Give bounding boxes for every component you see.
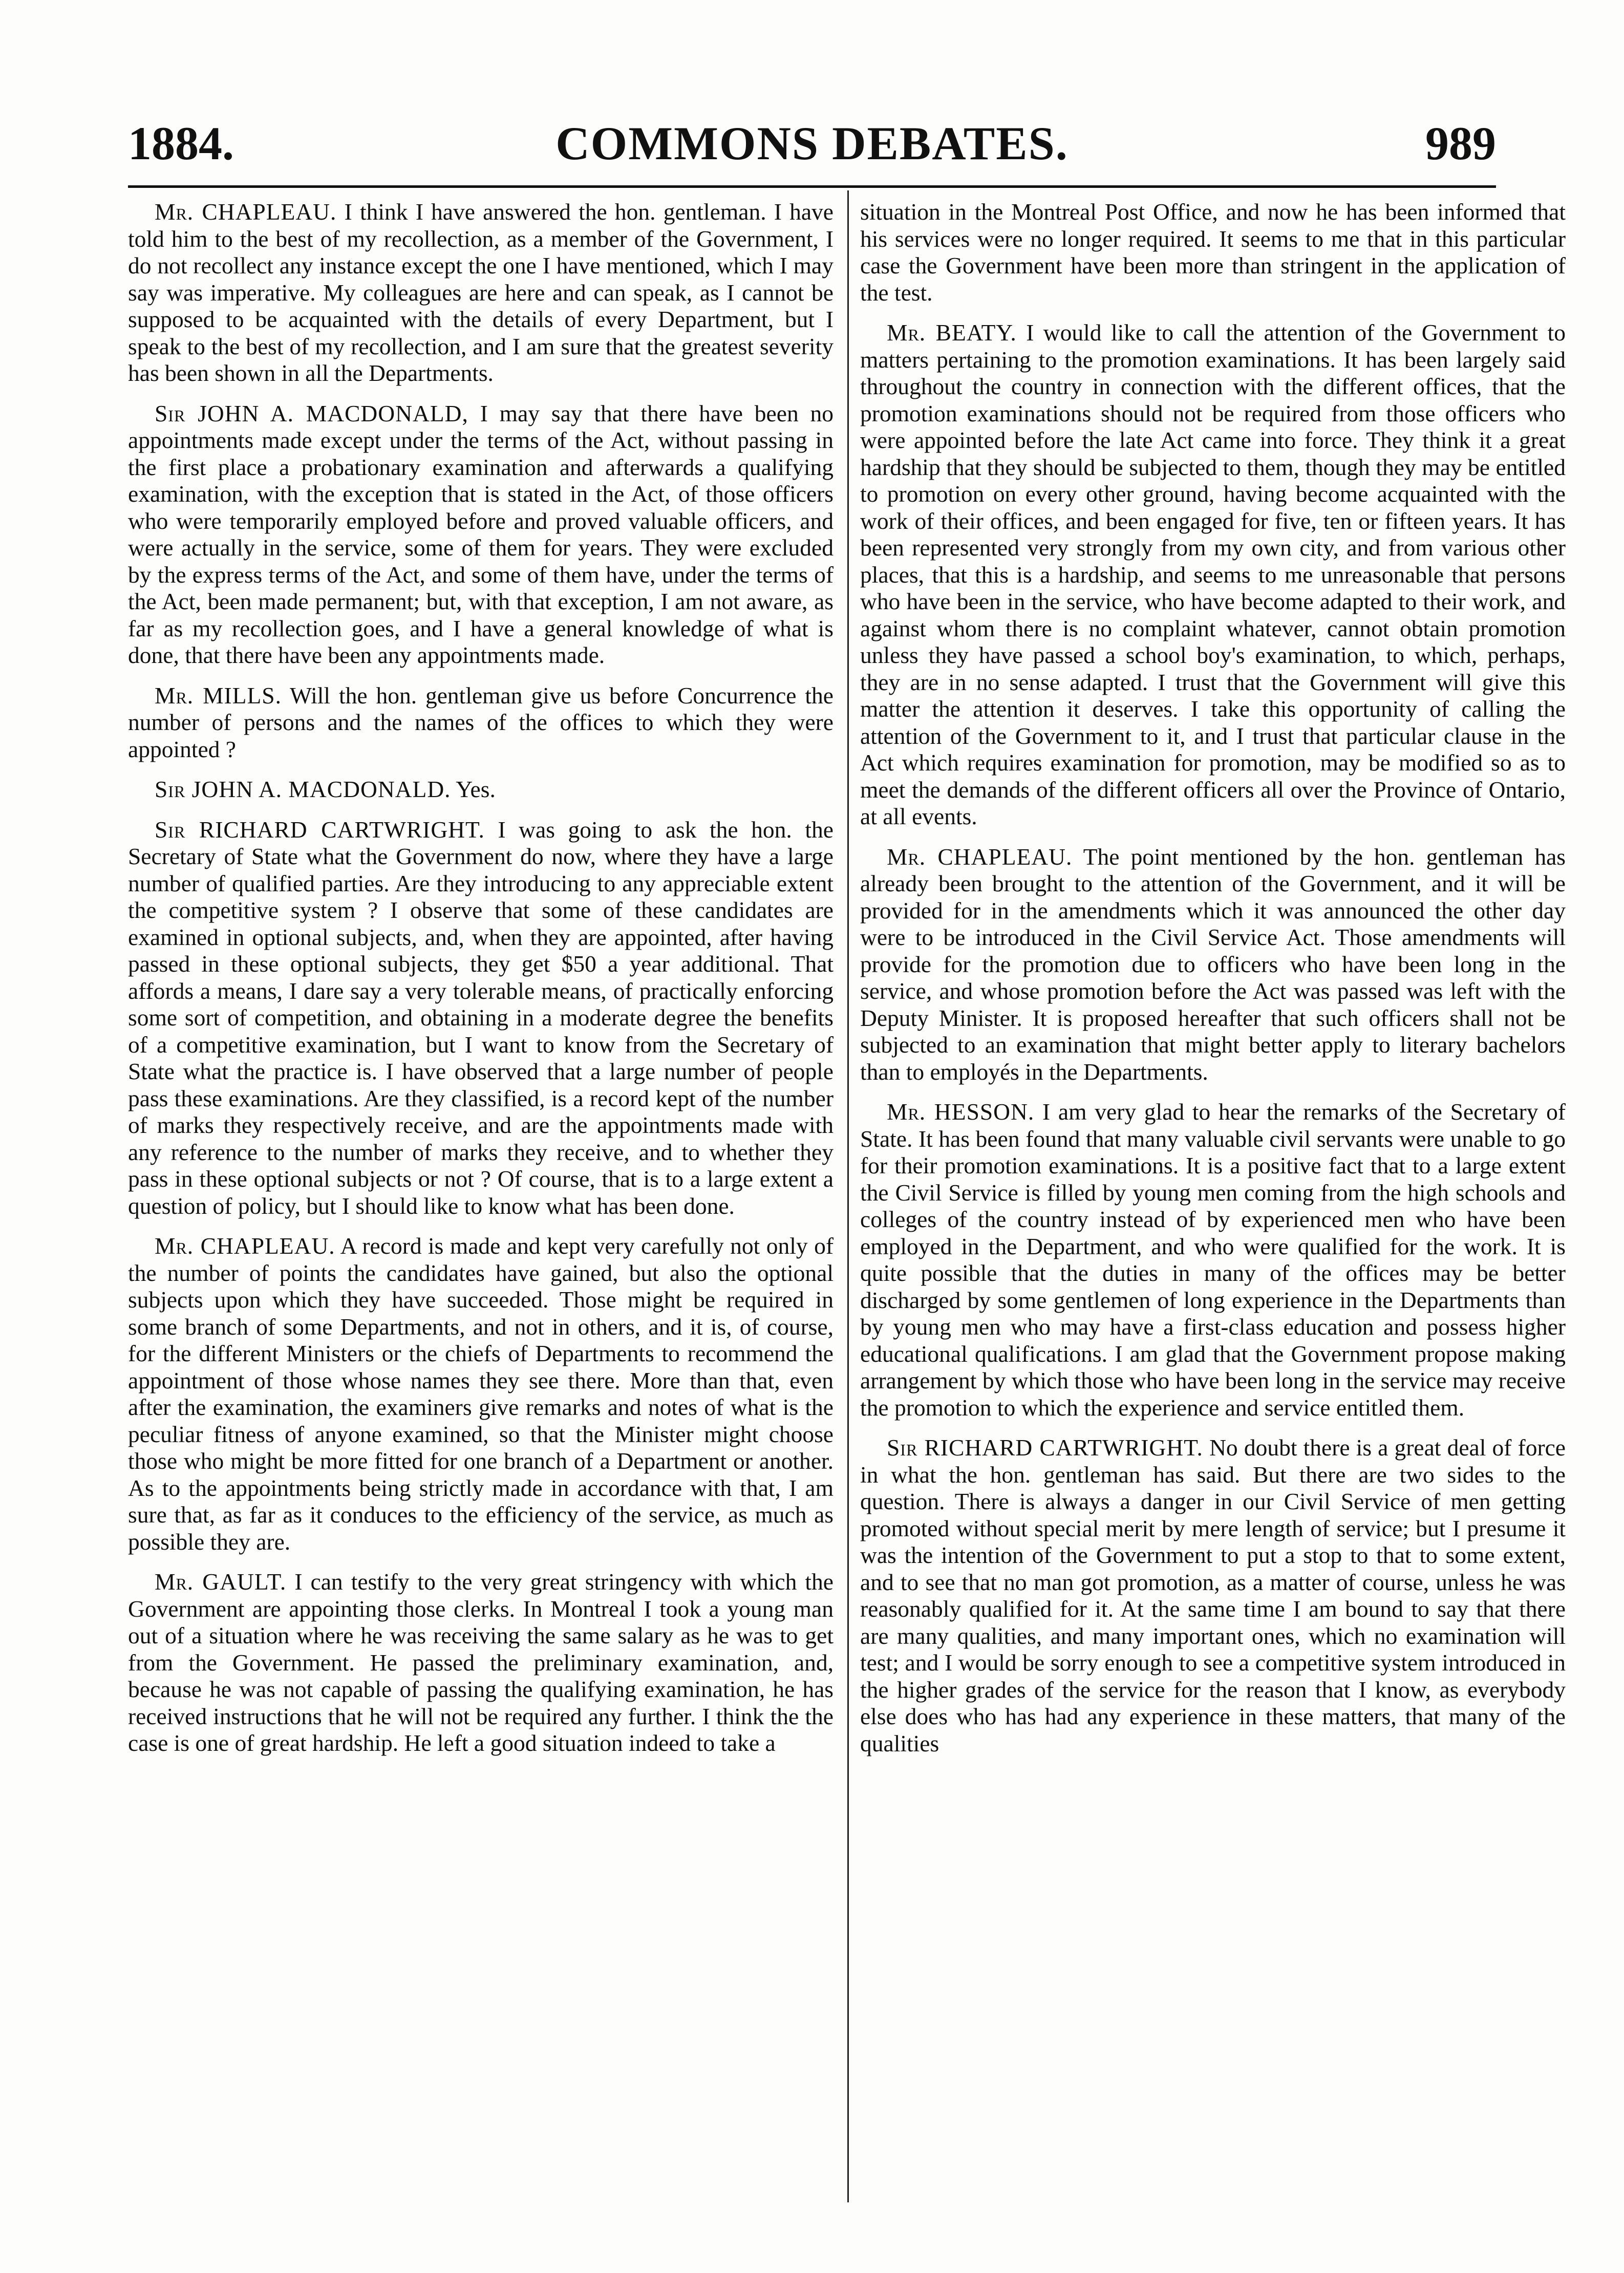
speaker-name: Mr. CHAPLEAU. [155,199,337,225]
speech-text: No doubt there is a great deal of force in what the hon. gentleman has said. But there are two sides to the question. There is always a danger in our Civil Service of men getting promoted without special merit by mere length of service; but I presume it was the intention of the Government to put a stop to that to some extent, and to see that no man got promotion, as a matter of course, unless he was reasonably qualified for it. At the same time I am bound to say that there are many qualities, and many important ones, which no examination will test; and I would be sorry enough to see a competitive system introduced in the higher grades of the service for the reason that I know, as everybody else does who has had any experience in these matters, that many of the qualities [860,1434,1566,1756]
speech-paragraph [860,1434,1566,1757]
speech-paragraph [860,844,1566,1086]
page-header [128,113,1496,174]
speech-text: I can testify to the very great stringency with which the Government are appointing those clerks. In Montreal I took a young man out of a situation where he was receiving the same salary as he was to get from the Government. He passed the preliminary examination, and, because he was not capable of passing the qualifying examination, he has received instructions that he will not be required any further. I think the the case is one of great hardship. He left a good situation indeed to take a [128,1569,834,1756]
header-rule [128,185,1496,188]
speech-text: Yes. [456,776,496,802]
header-year: 1884. [128,117,234,169]
speaker-name: Mr. MILLS. [155,682,282,709]
right-column [860,199,1566,2195]
speaker-name: Sir JOHN A. MACDONALD. [155,776,451,802]
speaker-name: Mr. HESSON. [887,1099,1035,1125]
left-column [128,199,834,2195]
speech-paragraph [860,1099,1566,1421]
speech-paragraph [128,776,834,803]
speaker-name: Mr. BEATY. [887,319,1017,346]
speech-paragraph [860,319,1566,830]
header-page-number: 989 [1425,117,1496,169]
speaker-name: Sir JOHN A. MACDONALD, [155,400,468,426]
speech-paragraph-continued [860,199,1566,306]
speech-paragraph [128,817,834,1220]
speech-paragraph [128,400,834,669]
speech-text: I may say that there have been no appointments made except under the terms of the Act, without passing in the first place a probationary examination and afterwards a qualifying examination, with the exception that is stated in the Act, of those officers who were temporarily employed before and proved valuable officers, and were actually in the service, some of them for years. They were excluded by the express terms of the Act, and some of them have, under the terms of the Act, been made permanent; but, with that exception, I am not aware, as far as my recollection goes, and I have a general knowledge of what is done, that there have been any appointments made. [128,400,834,668]
speech-text: I think I have answered the hon. gentleman. I have told him to the best of my recollection, as a member of the Government, I do not recollect any instance except the one I have mentioned, which I may say was imperative. My colleagues are here and can speak, as I cannot be supposed to be acquainted with the details of every Department, but I speak to the best of my recollection, and I am sure that the greatest severity has been shown in all the Departments. [128,199,834,386]
speech-paragraph [128,199,834,387]
header-title: COMMONS DEBATES. [555,117,1069,169]
speech-text: situation in the Montreal Post Office, and now he has been informed that his services were no longer required. It seems to me that in this particular case the Government have been more than stringent in the application of the test. [860,199,1566,306]
speech-text: I was going to ask the hon. the Secretary of State what the Government do now, where they have a large number of qualified parties. Are they introducing to any appreciable extent the competitive system ? I observe that some of these candidates are examined in optional subjects, and, when they are appointed, after having passed in these optional subjects, they get $50 a year additional. That affords a means, I dare say a very tolerable means, of practically enforcing some sort of competition, and obtaining in a moderate degree the benefits of a competitive examination, but I want to know from the Secretary of State what the practice is. I have observed that a large number of people pass these examinations. Are they classified, is a record kept of the number of marks they respectively receive, and are the appointments made with any reference to the number of marks they receive, and to whether they pass in these optional subjects or not ? Of course, that is to a large extent a question of policy, but I should like to know what has been done. [128,816,834,1219]
speech-paragraph [128,682,834,763]
speech-paragraph [128,1569,834,1757]
speech-text: Will the hon. gentleman give us before Concurrence the number of persons and the names of the offices to which they were appointed ? [128,682,834,762]
speech-text: I would like to call the attention of the Government to matters pertaining to the promotion examinations. It has been largely said throughout the country in connection with the different offices, that the promotion examinations should not be required from those officers who were appointed before the late Act came into force. They think it a great hardship that they should be subjected to them, though they may be entitled to promotion on every other ground, having become acquainted with the work of their offices, and been engaged for five, ten or fifteen years. It has been represented very strongly from my own city, and from various other places, that this is a hardship, and seems to me unreasonable that persons who have been in the service, who have become adapted to their work, and against whom there is no complaint whatever, cannot obtain promotion unless they have passed a school boy's examination, to which, perhaps, they are in no sense adapted. I trust that the Government will give this matter the attention it deserves. I take this opportunity of calling the attention of the Government to it, and I trust that particular clause in the Act which requires examination for promotion, may be modified so as to meet the demands of the different officers all over the Province of Ontario, at all events. [860,319,1566,829]
speech-text: I am very glad to hear the remarks of the Secretary of State. It has been found that many valuable civil servants were unable to go for their promotion examinations. It is a positive fact that to a large extent the Civil Service is filled by young men coming from the high schools and colleges of the country instead of by experienced men who have been employed in the Department, and who were qualified for the work. It is quite possible that the duties in many of the offices may be better discharged by some gentlemen of long experience in the Departments than by young men who may have a first-class education and possess higher educational qualifications. I am glad that the Government propose making arrangement by which those who have been long in the service may receive the promotion to which the experience and service entitled them. [860,1099,1566,1421]
speech-text: A record is made and kept very carefully not only of the number of points the candidates have gained, but also the optional subjects upon which they have succeeded. Those might be required in some branch of some Departments, and not in others, and it is, of course, for the different Ministers or the chiefs of Departments to recommend the appointment of those whose names they see there. More than that, even after the examination, the examiners give remarks and notes of what is the peculiar fitness of anyone examined, so that the Minister might choose those who might be more fitted for one branch of a Department or another. As to the appointments being strictly made in accordance with that, I am sure that, as far as it conduces to the efficiency of the service, as much as possible they are. [128,1233,834,1555]
speaker-name: Mr. GAULT. [155,1569,287,1595]
speaker-name: Sir RICHARD CARTWRIGHT. [887,1434,1203,1461]
speaker-name: Mr. CHAPLEAU. [155,1233,335,1259]
speech-text: The point mentioned by the hon. gentleman has already been brought to the attention of the Government, and it will be provided for in the amendments which it was announced the other day were to be introduced in the Civil Service Act. Those amendments will provide for the promotion due to officers who have been long in the service, and whose promotion before the Act was passed was left with the Deputy Minister. It is proposed hereafter that such officers shall not be subjected to an examination that might better apply to literary bachelors than to employés in the Departments. [860,843,1566,1085]
speech-paragraph [128,1233,834,1555]
speaker-name: Mr. CHAPLEAU. [887,843,1073,870]
column-divider [847,190,849,2202]
speaker-name: Sir RICHARD CARTWRIGHT. [155,816,485,843]
